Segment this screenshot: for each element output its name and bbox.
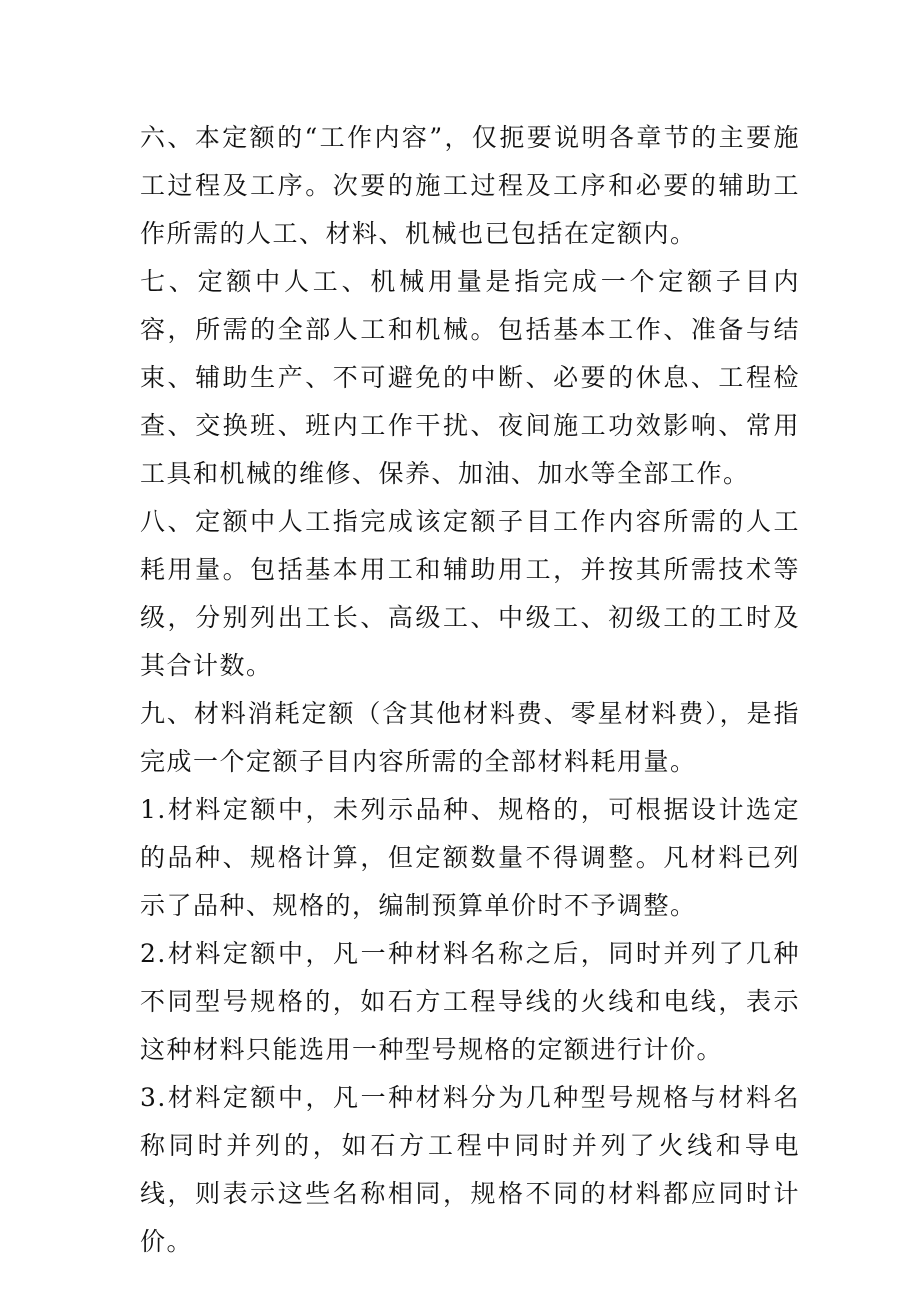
paragraph-9-item-3: 3.材料定额中，凡一种材料分为几种型号规格与材料名称同时并列的，如石方工程中同时并列了火线和导电线，则表示这些名称相同，规格不同的材料都应同时计价。	[140, 1083, 800, 1256]
paragraph-7: 七、定额中人工、机械用量是指完成一个定额子目内容，所需的全部人工和机械。包括基本工作、准备与结束、辅助生产、不可避免的中断、必要的休息、工程检查、交换班、班内工作干扰、夜间施工功效影响、常用工具和机械的维修、保养、加油、加水等全部工作。	[140, 267, 800, 488]
paragraph-8: 八、定额中人工指完成该定额子目工作内容所需的人工耗用量。包括基本用工和辅助用工，并按其所需技术等级，分别列出工长、高级工、中级工、初级工的工时及其合计数。	[140, 507, 800, 680]
paragraph-9-item-2: 2.材料定额中，凡一种材料名称之后，同时并列了几种不同型号规格的，如石方工程导线的火线和电线，表示这种材料只能选用一种型号规格的定额进行计价。	[140, 939, 800, 1064]
paragraph-9: 九、材料消耗定额（含其他材料费、零星材料费），是指完成一个定额子目内容所需的全部材料耗用量。	[140, 699, 800, 776]
document-body	[140, 114, 800, 1266]
paragraph-6: 六、本定额的“工作内容”，仅扼要说明各章节的主要施工过程及工序。次要的施工过程及工序和必要的辅助工作所需的人工、材料、机械也已包括在定额内。	[140, 123, 800, 248]
paragraph-9-item-1: 1.材料定额中，未列示品种、规格的，可根据设计选定的品种、规格计算，但定额数量不得调整。凡材料已列示了品种、规格的，编制预算单价时不予调整。	[140, 795, 800, 920]
